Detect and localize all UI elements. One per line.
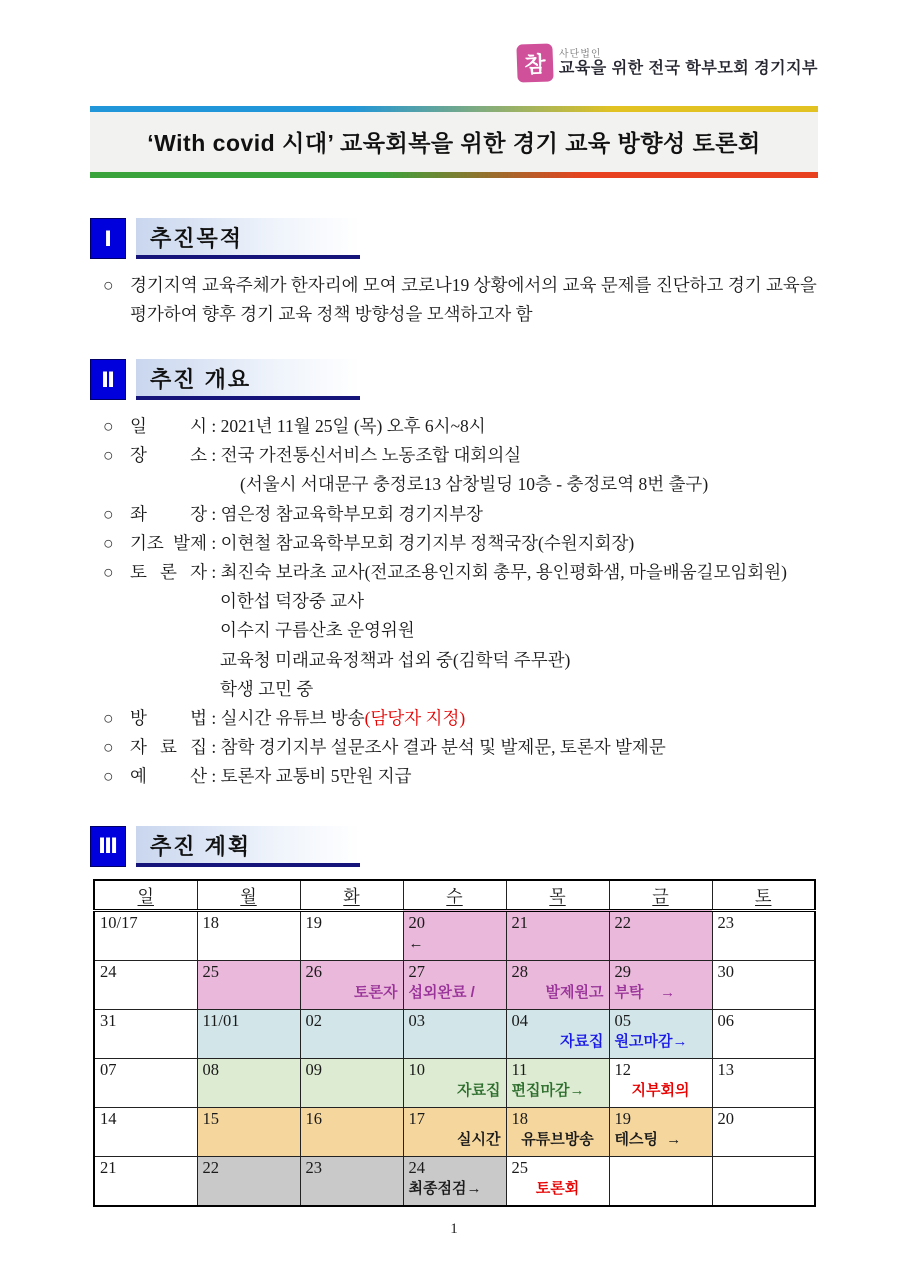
overview-item-line: [103, 704, 818, 733]
overview-item: [103, 441, 818, 499]
list-marker: ○: [103, 416, 114, 436]
overview-colon: :: [207, 766, 221, 787]
section-overview-title-strip: [136, 359, 360, 400]
calendar-day-cell: [197, 910, 300, 960]
calendar-day-number: 21: [511, 912, 528, 932]
overview-label: 토 론 자: [130, 562, 207, 583]
section-plan-numeral: Ⅲ: [90, 826, 126, 867]
overview-list: [90, 412, 818, 792]
section-plan-title-strip: [136, 826, 360, 867]
section-overview-heading: [90, 359, 818, 400]
section-purpose-heading: [90, 218, 818, 259]
calendar-day-cell: [300, 1107, 403, 1156]
calendar-day-number: 20: [717, 1108, 734, 1128]
calendar-note: 발제원고: [545, 983, 604, 1001]
calendar-note: 유튜브방송: [521, 1130, 594, 1148]
calendar-note: 원고마감→: [614, 1032, 688, 1050]
calendar-day-cell: [403, 1156, 506, 1206]
calendar-day-cell: [403, 1107, 506, 1156]
calendar-day-cell: [94, 1009, 197, 1058]
calendar-day-cell: [300, 1009, 403, 1058]
list-marker: ○: [103, 275, 114, 295]
calendar-day-number: 24: [408, 1157, 425, 1177]
calendar-day-number: 09: [305, 1059, 322, 1079]
calendar-day-cell: [197, 960, 300, 1009]
overview-item: [103, 704, 818, 733]
calendar-day-number: 04: [511, 1010, 528, 1030]
calendar-day-number: 20: [408, 912, 425, 932]
calendar-day-cell: [506, 1156, 609, 1206]
overview-label: 기조 발제: [130, 532, 207, 553]
overview-colon: :: [207, 708, 221, 729]
overview-item: [103, 558, 818, 704]
calendar-day-number: [713, 1157, 815, 1158]
calendar-day-cell: [94, 910, 197, 960]
calendar-day-number: 24: [100, 961, 117, 981]
calendar-day-number: 17: [408, 1108, 425, 1128]
calendar-day-number: 15: [202, 1108, 219, 1128]
overview-label: 일 시: [130, 416, 207, 436]
calendar-day-number: 19: [614, 1108, 631, 1128]
calendar-day-number: 10: [408, 1059, 425, 1079]
list-marker: ○: [103, 766, 114, 787]
overview-colon: :: [207, 416, 221, 436]
calendar-week-row: [94, 1107, 815, 1156]
calendar-day-number: 10/17: [100, 912, 138, 932]
calendar-note: 지부회의: [631, 1081, 690, 1099]
document-title: ‘With covid 시대’ 교육회복을 위한 경기 교육 방향성 토론회: [90, 112, 818, 172]
calendar-day-number: 11/01: [202, 1010, 240, 1030]
calendar-day-number: 14: [100, 1108, 117, 1128]
calendar-note: 부탁 →: [614, 983, 676, 1001]
calendar-day-number: 03: [408, 1010, 425, 1030]
section-plan-title: 추진 계획: [150, 833, 252, 859]
calendar-day-cell: [94, 1107, 197, 1156]
calendar-weekday-header: 화: [300, 880, 403, 911]
calendar-day-cell: [712, 1107, 815, 1156]
calendar-note: ←: [408, 934, 424, 952]
overview-value: 이현철 참교육학부모회 경기지부 정책국장(수원지회장): [220, 532, 635, 553]
calendar-day-cell: [609, 910, 712, 960]
overview-item: [103, 762, 818, 791]
calendar-day-cell: [197, 1156, 300, 1206]
calendar-day-cell: [94, 960, 197, 1009]
calendar-day-number: 31: [100, 1010, 117, 1030]
calendar-note: 자료집: [457, 1081, 501, 1099]
calendar-day-number: 19: [305, 912, 322, 932]
overview-subline: 이수지 구름산초 운영위원: [220, 620, 415, 641]
calendar-day-cell: [300, 910, 403, 960]
calendar-day-number: 08: [202, 1059, 219, 1079]
calendar-day-number: 13: [717, 1059, 734, 1079]
overview-item: [103, 529, 818, 558]
overview-item: [103, 412, 818, 441]
overview-subline: (서울시 서대문구 충정로13 삼창빌딩 10층 - 충정로역 8번 출구): [240, 474, 709, 495]
calendar-note: 편집마감→: [511, 1081, 585, 1099]
calendar-day-number: 25: [202, 961, 219, 981]
cham-logo-icon: 참: [516, 43, 553, 82]
calendar-weekday-header: 금: [609, 880, 712, 911]
calendar-day-cell: [300, 1058, 403, 1107]
calendar-note: 토론자: [354, 983, 398, 1001]
calendar-day-number: 11: [511, 1059, 528, 1079]
org-name-label: 교육을 위한 전국 학부모회 경기지부: [558, 59, 818, 77]
org-logo-text: [559, 49, 818, 78]
overview-item-line: [103, 733, 818, 762]
calendar-day-cell: [712, 960, 815, 1009]
calendar-header-row: [94, 880, 815, 911]
plan-calendar-table: [93, 879, 816, 1207]
overview-subline: 교육청 미래교육정책과 섭외 중(김학덕 주무관): [220, 649, 571, 670]
calendar-day-cell: [609, 960, 712, 1009]
calendar-day-number: 07: [100, 1059, 117, 1079]
calendar-day-cell: [712, 1058, 815, 1107]
calendar-weekday-header: 일: [94, 880, 197, 911]
overview-colon: :: [207, 532, 221, 553]
calendar-week-row: [94, 960, 815, 1009]
section-purpose-numeral: Ⅰ: [90, 218, 126, 259]
calendar-day-cell: [94, 1156, 197, 1206]
calendar-day-cell: [197, 1107, 300, 1156]
list-marker: ○: [103, 737, 114, 758]
overview-label: 예 산: [130, 766, 207, 787]
overview-value: 토론자 교통비 5만원 지급: [220, 766, 412, 787]
overview-value: 2021년 11월 25일 (목) 오후 6시~8시: [220, 416, 486, 436]
calendar-note: 토론회: [535, 1179, 580, 1197]
section-overview-numeral: Ⅱ: [90, 359, 126, 400]
org-type-label: 사단법인: [558, 48, 602, 60]
calendar-day-cell: [506, 1009, 609, 1058]
overview-item-line: [103, 441, 818, 470]
section-plan-heading: [90, 826, 818, 867]
overview-value-highlight: (담당자 지정): [364, 708, 466, 729]
overview-value: 최진숙 보라초 교사(전교조용인지회 총무, 용인평화샘, 마을배움길모임회원): [220, 562, 787, 583]
calendar-note: 최종점검→: [408, 1179, 482, 1197]
calendar-day-cell: [197, 1009, 300, 1058]
calendar-day-number: 02: [305, 1010, 322, 1030]
purpose-text: 경기지역 교육주체가 한자리에 모여 코로나19 상황에서의 교육 문제를 진단하고 경기 교육을 평가하여 향후 경기 교육 정책 방향성을 모색하고자 함: [130, 275, 817, 324]
calendar-day-cell: [403, 1058, 506, 1107]
calendar-day-number: 12: [614, 1059, 631, 1079]
calendar-day-cell: [712, 910, 815, 960]
calendar-day-cell: [403, 1009, 506, 1058]
calendar-weekday-header: 수: [403, 880, 506, 911]
calendar-weekday-header: 목: [506, 880, 609, 911]
header-logo-row: [90, 44, 818, 92]
overview-colon: :: [207, 503, 221, 524]
list-marker: ○: [103, 532, 114, 553]
org-logo: [517, 44, 818, 82]
section-overview-title: 추진 개요: [150, 367, 252, 392]
calendar-day-number: 30: [717, 961, 734, 981]
calendar-day-cell: [609, 1107, 712, 1156]
calendar-note: 테스팅 →: [614, 1130, 682, 1148]
overview-colon: :: [207, 445, 221, 466]
document-title-banner: [90, 106, 818, 178]
calendar-day-cell: [712, 1156, 815, 1206]
calendar-day-number: 22: [202, 1157, 219, 1177]
overview-item: [103, 500, 818, 529]
calendar-note: 자료집: [560, 1032, 604, 1050]
overview-value: 실시간 유튜브 방송: [220, 708, 365, 729]
calendar-week-row: [94, 1009, 815, 1058]
calendar-day-cell: [609, 1009, 712, 1058]
calendar-day-number: 25: [511, 1157, 528, 1177]
calendar-header: [94, 880, 815, 911]
calendar-week-row: [94, 910, 815, 960]
list-marker: ○: [103, 708, 114, 729]
calendar-day-number: 28: [511, 961, 528, 981]
calendar-day-cell: [300, 960, 403, 1009]
overview-item-line: [103, 529, 818, 558]
calendar-day-cell: [403, 960, 506, 1009]
calendar-day-number: 06: [717, 1010, 734, 1030]
calendar-day-number: [610, 1157, 712, 1158]
overview-label: 방 법: [130, 708, 207, 729]
calendar-day-number: 26: [305, 961, 322, 981]
list-marker: ○: [103, 562, 114, 583]
overview-label: 장 소: [130, 445, 207, 466]
overview-value: 전국 가전통신서비스 노동조합 대회의실: [220, 445, 522, 466]
overview-label: 좌 장: [130, 503, 207, 524]
calendar-day-number: 05: [614, 1010, 631, 1030]
overview-item: [103, 733, 818, 762]
calendar-note: 섭외완료 /: [408, 983, 475, 1001]
list-marker: ○: [103, 445, 114, 466]
calendar-day-cell: [300, 1156, 403, 1206]
overview-item-line: [103, 500, 818, 529]
overview-value: 염은정 참교육학부모회 경기지부장: [220, 503, 483, 524]
overview-subline: 이한섭 덕장중 교사: [220, 591, 364, 612]
calendar-day-number: 22: [614, 912, 631, 932]
calendar-day-number: 18: [202, 912, 219, 932]
calendar-note: 실시간: [457, 1130, 501, 1148]
overview-colon: :: [207, 562, 221, 583]
calendar-day-cell: [506, 910, 609, 960]
section-purpose-title: 추진목적: [150, 226, 244, 251]
page-number: 1: [450, 1220, 458, 1237]
calendar-day-number: 21: [100, 1157, 117, 1177]
overview-item-line: [103, 762, 818, 791]
calendar-day-cell: [94, 1058, 197, 1107]
purpose-bullet: [103, 271, 818, 329]
calendar-day-cell: [609, 1156, 712, 1206]
calendar-day-cell: [506, 960, 609, 1009]
list-marker: ○: [103, 503, 114, 524]
calendar-day-number: 18: [511, 1108, 528, 1128]
calendar-day-cell: [403, 910, 506, 960]
calendar-day-cell: [197, 1058, 300, 1107]
calendar-week-row: [94, 1058, 815, 1107]
overview-item-line: [103, 558, 818, 587]
calendar-day-cell: [506, 1107, 609, 1156]
calendar-day-number: 23: [717, 912, 734, 932]
overview-subline: 학생 고민 중: [220, 678, 314, 699]
calendar-weekday-header: 월: [197, 880, 300, 911]
calendar-day-number: 27: [408, 961, 425, 981]
banner-gradient-bottom: [90, 172, 818, 178]
overview-item-line: [103, 412, 818, 441]
calendar-day-number: 16: [305, 1108, 322, 1128]
calendar-day-cell: [712, 1009, 815, 1058]
overview-colon: :: [207, 737, 221, 758]
calendar-weekday-header: 토: [712, 880, 815, 911]
calendar-day-cell: [609, 1058, 712, 1107]
calendar-day-number: 29: [614, 961, 631, 981]
section-purpose-title-strip: [136, 218, 360, 259]
calendar-week-row: [94, 1156, 815, 1206]
overview-label: 자 료 집: [130, 737, 207, 758]
calendar-day-cell: [506, 1058, 609, 1107]
calendar-day-number: 23: [305, 1157, 322, 1177]
overview-value: 참학 경기지부 설문조사 결과 분석 및 발제문, 토론자 발제문: [220, 737, 666, 758]
calendar-body: [94, 910, 815, 1206]
